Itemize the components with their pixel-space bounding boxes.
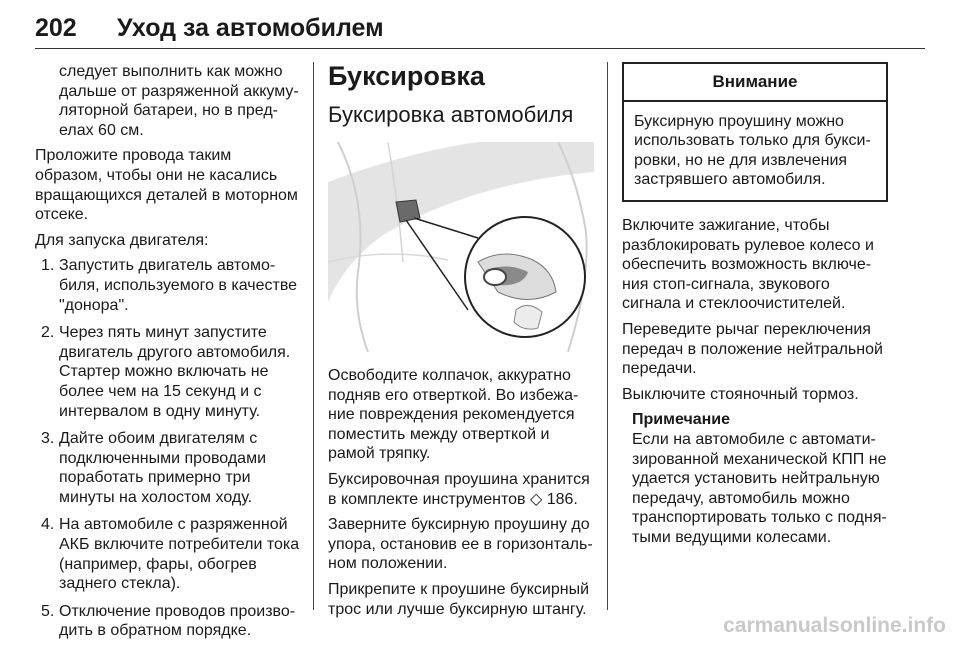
screw-in-paragraph: Заверните буксирную проушину до упора, остановив ее в горизонталь-ном положении. (328, 516, 593, 573)
column-right (622, 62, 888, 547)
towing-eye-illustration (328, 142, 594, 352)
page-header (35, 10, 925, 50)
note-title: Примечание (632, 411, 731, 429)
caution-text: Буксирную проушину можно использовать только для букси-ровки, но не для извлечения застрявшего автомобиля. (634, 112, 871, 189)
continued-paragraph: следует выполнить как можно дальше от разряженной аккуму-ляторной батареи, но в пред-елах 60 см. (59, 63, 299, 139)
attach-rope-paragraph: Прикрепите к проушине буксирный трос или лучше буксирную штангу. (328, 580, 590, 618)
towing-eye-storage-paragraph: Буксировочная проушина хранится в комплекте инструментов ◇ 186. (328, 470, 590, 508)
page-number: 202 (35, 14, 77, 42)
column-middle (328, 62, 594, 625)
column-left (35, 62, 300, 649)
start-intro-paragraph: Для запуска двигателя: (35, 231, 209, 249)
list-item: 3. Дайте обоим двигателям с подключенными проводами поработать примерно три минуты на холостом ходу. (41, 430, 266, 506)
wires-paragraph: Проложите провода таким образом, чтобы они не касались вращающихся деталей в моторном отсеке. (35, 147, 298, 224)
ignition-paragraph: Включите зажигание, чтобы разблокировать рулевое колесо и обеспечить возможность включе-ния стоп-сигнала, звукового сигнала и стеклоочистителей. (622, 216, 874, 313)
list-item: 4. На автомобиле с разряженной АКБ включите потребители тока (например, фары, обогрев заднего стекла). (41, 516, 300, 593)
section-title: Буксировка (328, 61, 485, 91)
caution-box (622, 62, 888, 202)
watermark-text: carmanualsonline.info (723, 614, 946, 637)
column-divider-2 (607, 62, 608, 610)
chapter-title: Уход за автомобилем (117, 14, 384, 42)
parking-brake-paragraph: Выключите стояночный тормоз. (622, 385, 859, 403)
cap-release-paragraph: Освободите колпачок, аккуратно подняв его отверткой. Во избежа-ние повреждения рекомендуется поместить между отверткой и рамой тряпку. (328, 367, 579, 463)
note-text: Если на автомобиле с автомати-зированной механической КПП не удается установить нейтральную передачу, автомобиль можно транспортировать только с подня-тыми ведущими колесами. (632, 430, 887, 546)
list-item: 1. Запустить двигатель автомо-биля, используемого в качестве "донора". (41, 257, 298, 314)
start-steps-list (35, 256, 300, 641)
header-divider (35, 48, 925, 49)
caution-title: Внимание (624, 64, 886, 102)
column-divider-1 (313, 62, 314, 610)
list-item: 2. Через пять минут запустите двигатель другого автомобиля. Стартер можно включать не более чем на 15 секунд и с интервалом в одну минуту. (41, 324, 291, 420)
subsection-title: Буксировка автомобиля (328, 102, 574, 127)
list-item: 5. Отключение проводов произво-дить в обратном порядке. (41, 602, 296, 640)
note-block (622, 410, 888, 547)
neutral-gear-paragraph: Переведите рычаг переключения передач в положение нейтральной передачи. (622, 320, 883, 378)
